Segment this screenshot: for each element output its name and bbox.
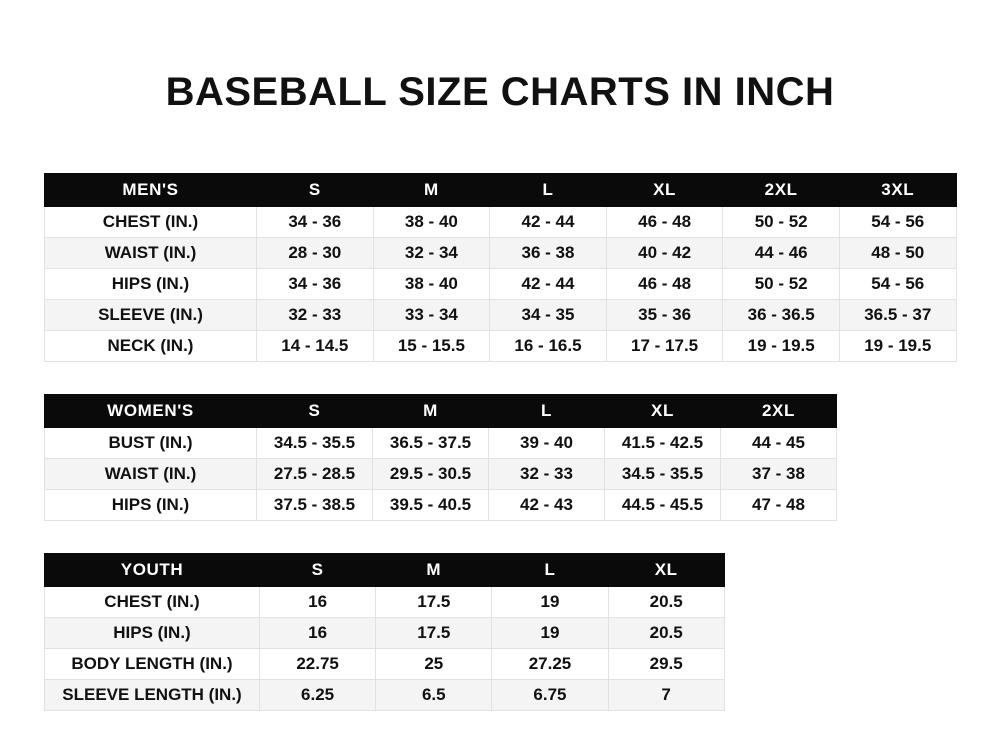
mens-size-table <box>44 173 957 362</box>
youth-header-category: YOUTH <box>45 554 260 587</box>
table-cell: 27.25 <box>492 649 608 680</box>
table-cell: 42 - 43 <box>489 490 605 521</box>
table-row <box>45 300 957 331</box>
table-row <box>45 238 957 269</box>
table-row <box>45 490 837 521</box>
table-cell: 36 - 36.5 <box>723 300 840 331</box>
table-cell: 19 - 19.5 <box>839 331 956 362</box>
table-cell: 19 <box>492 587 608 618</box>
youth-header-xl: XL <box>608 554 724 587</box>
mens-row-label-waist: WAIST (IN.) <box>45 238 257 269</box>
charts-container <box>0 173 1000 711</box>
youth-header-s: S <box>260 554 376 587</box>
youth-header-m: M <box>376 554 492 587</box>
mens-header-row <box>45 174 957 207</box>
youth-row-label-hips: HIPS (IN.) <box>45 618 260 649</box>
youth-header-row <box>45 554 725 587</box>
table-cell: 48 - 50 <box>839 238 956 269</box>
youth-row-label-chest: CHEST (IN.) <box>45 587 260 618</box>
table-cell: 15 - 15.5 <box>373 331 490 362</box>
mens-header-3xl: 3XL <box>839 174 956 207</box>
womens-header-l: L <box>489 395 605 428</box>
table-cell: 46 - 48 <box>606 269 723 300</box>
youth-size-table <box>44 553 725 711</box>
table-cell: 44 - 46 <box>723 238 840 269</box>
table-cell: 38 - 40 <box>373 207 490 238</box>
table-cell: 46 - 48 <box>606 207 723 238</box>
table-cell: 35 - 36 <box>606 300 723 331</box>
table-cell: 6.75 <box>492 680 608 711</box>
womens-header-s: S <box>257 395 373 428</box>
table-cell: 32 - 33 <box>489 459 605 490</box>
table-cell: 36.5 - 37 <box>839 300 956 331</box>
table-row <box>45 331 957 362</box>
womens-header-2xl: 2XL <box>721 395 837 428</box>
womens-size-table <box>44 394 837 521</box>
table-cell: 6.5 <box>376 680 492 711</box>
table-cell: 40 - 42 <box>606 238 723 269</box>
youth-header-l: L <box>492 554 608 587</box>
table-cell: 44.5 - 45.5 <box>605 490 721 521</box>
table-cell: 7 <box>608 680 724 711</box>
womens-row-label-hips: HIPS (IN.) <box>45 490 257 521</box>
table-cell: 28 - 30 <box>257 238 374 269</box>
table-row <box>45 428 837 459</box>
womens-row-label-bust: BUST (IN.) <box>45 428 257 459</box>
table-cell: 36 - 38 <box>490 238 607 269</box>
womens-header-m: M <box>373 395 489 428</box>
table-cell: 54 - 56 <box>839 207 956 238</box>
table-cell: 47 - 48 <box>721 490 837 521</box>
table-cell: 41.5 - 42.5 <box>605 428 721 459</box>
table-cell: 27.5 - 28.5 <box>257 459 373 490</box>
mens-header-category: MEN'S <box>45 174 257 207</box>
mens-row-label-sleeve: SLEEVE (IN.) <box>45 300 257 331</box>
table-cell: 17.5 <box>376 587 492 618</box>
table-row <box>45 680 725 711</box>
womens-header-row <box>45 395 837 428</box>
table-cell: 39.5 - 40.5 <box>373 490 489 521</box>
table-cell: 38 - 40 <box>373 269 490 300</box>
table-cell: 29.5 <box>608 649 724 680</box>
page-title: BASEBALL SIZE CHARTS IN INCH <box>165 70 835 114</box>
table-cell: 6.25 <box>260 680 376 711</box>
table-row <box>45 587 725 618</box>
table-cell: 16 <box>260 587 376 618</box>
table-cell: 32 - 33 <box>257 300 374 331</box>
table-row <box>45 618 725 649</box>
table-cell: 34.5 - 35.5 <box>605 459 721 490</box>
table-cell: 34 - 36 <box>257 269 374 300</box>
mens-header-l: L <box>490 174 607 207</box>
table-row <box>45 207 957 238</box>
table-cell: 16 <box>260 618 376 649</box>
youth-row-label-body-length: BODY LENGTH (IN.) <box>45 649 260 680</box>
table-cell: 20.5 <box>608 618 724 649</box>
mens-header-2xl: 2XL <box>723 174 840 207</box>
mens-header-m: M <box>373 174 490 207</box>
table-cell: 14 - 14.5 <box>257 331 374 362</box>
table-cell: 17.5 <box>376 618 492 649</box>
table-cell: 44 - 45 <box>721 428 837 459</box>
table-cell: 42 - 44 <box>490 207 607 238</box>
womens-row-label-waist: WAIST (IN.) <box>45 459 257 490</box>
table-cell: 32 - 34 <box>373 238 490 269</box>
womens-header-xl: XL <box>605 395 721 428</box>
table-row <box>45 269 957 300</box>
table-cell: 37 - 38 <box>721 459 837 490</box>
table-cell: 36.5 - 37.5 <box>373 428 489 459</box>
table-cell: 37.5 - 38.5 <box>257 490 373 521</box>
table-cell: 16 - 16.5 <box>490 331 607 362</box>
mens-row-label-neck: NECK (IN.) <box>45 331 257 362</box>
mens-header-s: S <box>257 174 374 207</box>
table-cell: 34.5 - 35.5 <box>257 428 373 459</box>
table-cell: 50 - 52 <box>723 207 840 238</box>
table-cell: 25 <box>376 649 492 680</box>
table-cell: 34 - 36 <box>257 207 374 238</box>
table-cell: 42 - 44 <box>490 269 607 300</box>
table-cell: 19 <box>492 618 608 649</box>
table-cell: 29.5 - 30.5 <box>373 459 489 490</box>
womens-header-category: WOMEN'S <box>45 395 257 428</box>
table-cell: 39 - 40 <box>489 428 605 459</box>
table-cell: 50 - 52 <box>723 269 840 300</box>
table-cell: 17 - 17.5 <box>606 331 723 362</box>
table-row <box>45 459 837 490</box>
youth-row-label-sleeve-length: SLEEVE LENGTH (IN.) <box>45 680 260 711</box>
table-cell: 54 - 56 <box>839 269 956 300</box>
table-row <box>45 649 725 680</box>
table-cell: 20.5 <box>608 587 724 618</box>
table-cell: 33 - 34 <box>373 300 490 331</box>
mens-row-label-hips: HIPS (IN.) <box>45 269 257 300</box>
table-cell: 22.75 <box>260 649 376 680</box>
mens-header-xl: XL <box>606 174 723 207</box>
table-cell: 19 - 19.5 <box>723 331 840 362</box>
mens-row-label-chest: CHEST (IN.) <box>45 207 257 238</box>
table-cell: 34 - 35 <box>490 300 607 331</box>
